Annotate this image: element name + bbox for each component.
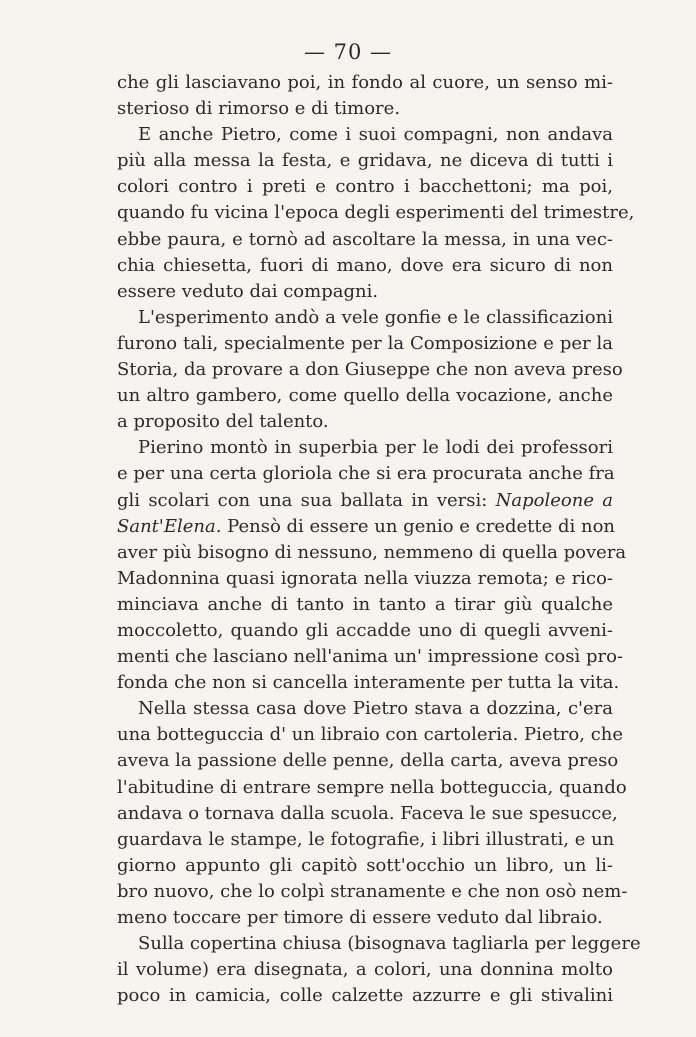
text-line: aveva la passione delle penne, della carta, aveva preso xyxy=(117,750,619,772)
text-line: a proposito del talento. xyxy=(117,411,329,433)
body-text xyxy=(117,70,641,1009)
text-line: fonda che non si cancella interamente per tutta la vita. xyxy=(117,672,620,694)
text-segment: gli scolari con una sua ballata in versi: xyxy=(117,489,488,511)
page-number: — 70 — xyxy=(303,40,393,64)
text-line: L'esperimento andò a vele gonfie e le classificazioni xyxy=(138,306,613,328)
text-line: chia chiesetta, fuori di mano, dove era sicuro di non xyxy=(117,254,613,276)
text-line: minciava anche di tanto in tanto a tirar giù qualche xyxy=(117,593,613,615)
text-line: meno toccare per timore di essere veduto dal libraio. xyxy=(117,907,603,928)
text-line: furono tali, specialmente per la Composizione e per la xyxy=(117,332,613,354)
text-line: giorno appunto gli capitò sott'occhio un libro, un li- xyxy=(117,854,613,876)
text-line: colori contro i preti e contro i bacchettoni; ma poi, xyxy=(117,176,613,198)
text-line: E anche Pietro, come i suoi compagni, non andava xyxy=(138,124,613,146)
text-line: Madonnina quasi ignorata nella viuzza remota; e rico- xyxy=(117,567,613,589)
text-line: sterioso di rimorso e di timore. xyxy=(117,98,401,120)
text-line: menti che lasciano nell'anima un' impressione così pro- xyxy=(117,646,624,668)
text-line: guardava le stampe, le fotografie, i libri illustrati, e un xyxy=(117,828,615,850)
text-line: il volume) era disegnata, a colori, una donnina molto xyxy=(117,959,613,981)
text-line: andava o tornava dalla scuola. Faceva le sue spesucce, xyxy=(117,802,618,824)
poem-title: Napoleone a xyxy=(495,489,613,511)
text-segment: Pensò di essere un genio e credette di non xyxy=(227,515,616,537)
text-line: ebbe paura, e tornò ad ascoltare la messa, in una vec- xyxy=(117,228,613,250)
text-line: un altro gambero, come quello della vocazione, anche xyxy=(117,385,613,407)
text-line: Pierino montò in superbia per le lodi dei professori xyxy=(138,437,613,459)
text-line: che gli lasciavano poi, in fondo al cuore, un senso mi- xyxy=(117,72,613,93)
text-line: Nella stessa casa dove Pietro stava a dozzina, c'era xyxy=(138,698,613,720)
text-line: Storia, da provare a don Giuseppe che non aveva preso xyxy=(117,359,623,381)
text-line: moccoletto, quando gli accadde uno di quegli avveni- xyxy=(117,619,613,641)
text-line xyxy=(117,488,613,514)
text-line: Sulla copertina chiusa (bisognava tagliarla per leggere xyxy=(138,933,641,955)
text-line: bro nuovo, che lo colpì stranamente e che non osò nem- xyxy=(117,880,628,902)
text-line: quando fu vicina l'epoca degli esperimenti del trimestre, xyxy=(117,202,635,224)
text-line: l'abitudine di entrare sempre nella botteguccia, quando xyxy=(117,776,627,798)
text-line xyxy=(117,514,616,540)
text-line: e per una certa gloriola che si era procurata anche fra xyxy=(117,463,615,485)
text-line: essere veduto dai compagni. xyxy=(117,280,379,302)
text-line: una botteguccia d' un libraio con cartoleria. Pietro, che xyxy=(117,724,624,746)
text-line: aver più bisogno di nessuno, nemmeno di quella povera xyxy=(117,541,627,563)
poem-title: Sant'Elena. xyxy=(117,515,222,537)
text-line: più alla messa la festa, e gridava, ne diceva di tutti i xyxy=(117,150,613,172)
text-line: poco in camicia, colle calzette azzurre e gli stivalini xyxy=(117,985,613,1007)
